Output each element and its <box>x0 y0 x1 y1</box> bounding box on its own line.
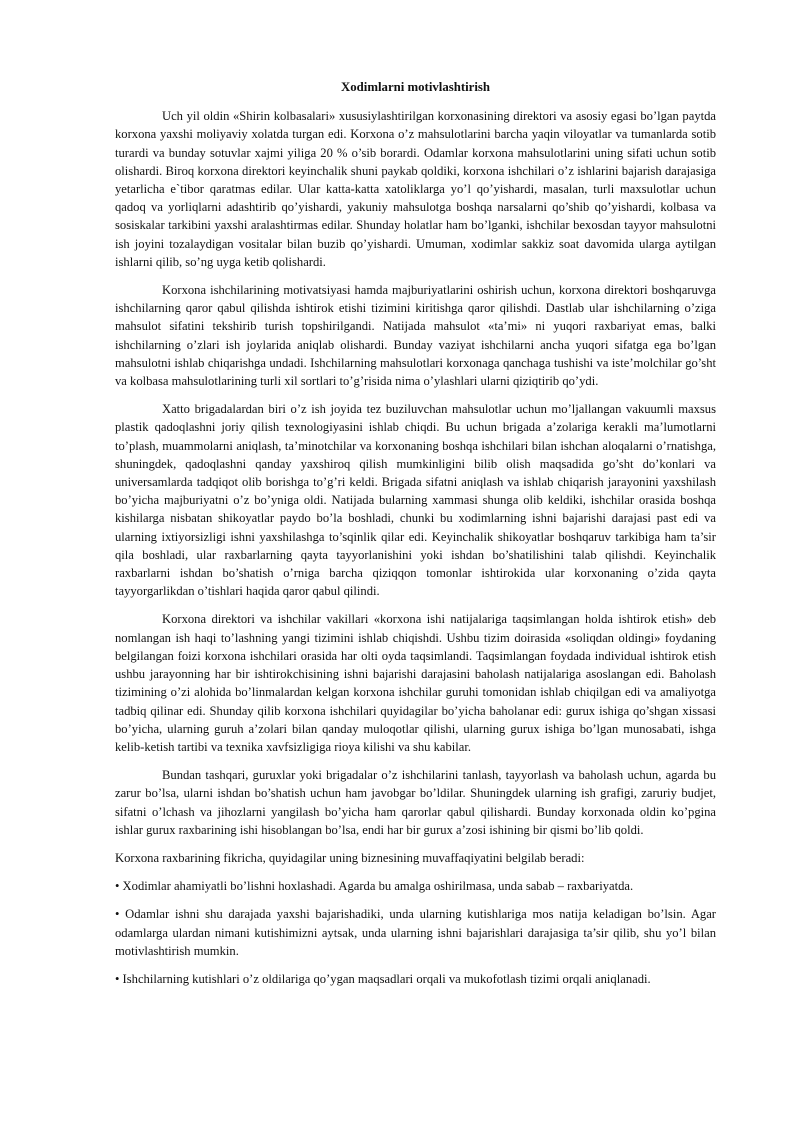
bullet-item: • Odamlar ishni shu darajada yaxshi bajarishadiki, unda ularning kutishlariga mos natija keladigan bo’lsin. Agar odamlarga ulardan nimani kutishimizni aytsak, unda ularning ishni bajarishlari darajasiga ta’sir qilib, shu yo’l bilan motivlashtirish mumkin. <box>115 907 716 958</box>
bullet-item: • Ishchilarning kutishlari o’z oldilariga qo’ygan maqsadlari orqali va mukofotlash tizimi orqali aniqlanadi. <box>115 971 651 986</box>
document-title: Xodimlarni motivlashtirish <box>341 80 490 94</box>
paragraph-payment-system: Korxona direktori va ishchilar vakillari «korxona ishi natijalariga taqsimlangan holda ishtirok etish» deb nomlangan ish haqi to’lashning yangi tizimini ishlab chiqishdi. Ushbu tizim doirasida «soliqdan oldingi» foydaning belgilangan foizi korxona ishchilari orasida har olti oyda taqsimlandi. Taqsimlangan foydada individual ishtirok etish ushbu jarayonning har bir ishtirokchisining ishni bajarishi darajasini baholash natijalariga asoslangan edi. Baholash tizimining o’zi alohida bo’linmalardan kelgan korxona ishchilar guruhi tomonidan ishlab chiqilgan edi va amaliyotga tadbiq qilinar edi. Shunday qilib korxona ishchilari quyidagilar bo’yicha baholanar edi: gurux ishiga qo’shgan xissasi bo’yicha, ularning guruh a’zolari bilan qanday muloqotlar qilishi, ularning gurux ishiga bo’lgan munosabati, ishga kelib-ketish tartibi va texnika xavfsizligiga rioya kilishi va shu kabilar. <box>115 612 716 754</box>
paragraph-intro: Uch yil oldin «Shirin kolbasalari» xususiylashtirilgan korxonasining direktori va asosiy egasi bo’lgan paytda korxona yaxshi moliyaviy xolatda turgan edi. Korxona o’z mahsulotlarini barcha yaqin viloyatlar va tumanlarda sotib turardi va bunday sotuvlar xajmi yiliga 20 % o’sib borardi. Odamlar korxona mahsulotlarini uning sifati uchun sotib olishardi. Biroq korxona direktori keyinchalik shuni paykab qoldiki, korxona ishchilari o’z ishlarini bajarish darajasiga yetarlicha e`tibor qaratmas edilar. Ular katta-katta xatoliklarga yo’l qo’yishardi, masalan, turli maxsulotlar uchun qadoq va yorliqlarni adashtirib qo’yishardi, yakuniy mahsulotga boshqa narsalarni qo’shib qo’yishardi, kolbasa va sosiskalar tarkibini yaxshi aralashtirmas edilar. Shunday holatlar ham bo’lganki, ishchilar bexosdan tayyor mahsulotni ish joyini tozalaydigan vositalar bilan buzib qo’yishardi. Umuman, xodimlar sakkiz soat davomida ularga aytilgan ishlarni qilib, so’ng uyga ketib qolishardi. <box>115 109 716 269</box>
paragraph-group-responsibility: Bundan tashqari, guruxlar yoki brigadalar o’z ishchilarini tanlash, tayyorlash va baholash uchun, agarda bu zarur bo’lsa, ularni ishdan bo’shatish uchun ham javobgar bo’ldilar. Shuningdek ularning ish grafigi, zaruriy budjet, sifatni o’lchash va jihozlarni yangilash bo’yicha ham qarorlar qabul qilishardi. Bunday korxonada oldin ko’pgina ishlar gurux raxbarining ishi hisoblangan bo’lsa, endi har bir gurux a’zosi ishining bir qismi bo’lib qoldi. <box>115 768 716 837</box>
paragraph-motivation: Korxona ishchilarining motivatsiyasi hamda majburiyatlarini oshirish uchun, korxona direktori boshqaruvga ishchilarning qaror qabul qilishda ishtirok etishi tizimini kiritishga qaror qilishdi. Dastlab ular ishchilarning o’ziga mahsulot sifatini tekshirib turish topshirilgandi. Natijada mahsulot «ta’mi» ni yuqori raxbariyat emas, balki ishchilarning o’zlari ish joylarida aniqlab olishardi. Bunday vaziyat ishchilarni ancha yuqori sifatga ega bo’lgan mahsulotni ishlab chiqarishga undadi. Ishchilarning mahsulotlari korxonaga qanchaga tushishi va iste’molchilar go’sht va kolbasa mahsulotlarining turli xil sortlari to’g’risida nima o’ylashlari ularni qiziqtirib qo’ydi. <box>115 283 716 389</box>
paragraph-brigade: Xatto brigadalardan biri o’z ish joyida tez buziluvchan mahsulotlar uchun mo’ljallangan vakuumli maxsus plastik qadoqlashni joriy qilish texnologiyasini ishlab chiqdi. Bu uchun brigada a’zolariga kerakli ma’lumotlarni to’plash, muammolarni aniqlash, ta’minotchilar va korxonaning boshqa ishchilari bilan ishchan aloqalarni o’rnatishga, shuningdek, qadoqlashni qanday yaxshiroq qilish mumkinligini bilib olish maqsadida go’sht do’konlari va universamlarda tadqiqot olib borishga to’g’ri keldi. Brigada sifatni aniqlash va ishlab chiqarish jarayonini yaxshilash bo’yicha majburiyatni o’z bo’yniga oldi. Natijada bularning xammasi shunga olib keldiki, ishchilar orasida boshqa kishilarga nisbatan shikoyatlar paydo bo’la boshladi, chunki bu xodimlarning ishni bajarishi darajasi past edi va ularning ixtiyorsizligi ishni yaxshilashga to’sqinlik qilar edi. Keyinchalik shikoyatlar boshqaruv tarkibiga ham ta’sir qila boshladi, ular raxbarlarning qayta tayyorlanishini yoki ishdan bo’shatilishini talab qilishdi. Keyinchalik raxbarlarni ishdan bo’shatish o’rniga barcha qiziqqon tomonlar ishtirokida ular korxonaning o’zida qayta tayyorgarlikdan o’tishlari haqida qaror qabul qilindi. <box>115 402 716 599</box>
success-factors-intro: Korxona raxbarining fikricha, quyidagilar uning biznesining muvaffaqiyatini belgilab beradi: <box>115 850 585 865</box>
bullet-item: • Xodimlar ahamiyatli bo’lishni hoxlashadi. Agarda bu amalga oshirilmasa, unda sabab – raxbariyatda. <box>115 879 634 894</box>
